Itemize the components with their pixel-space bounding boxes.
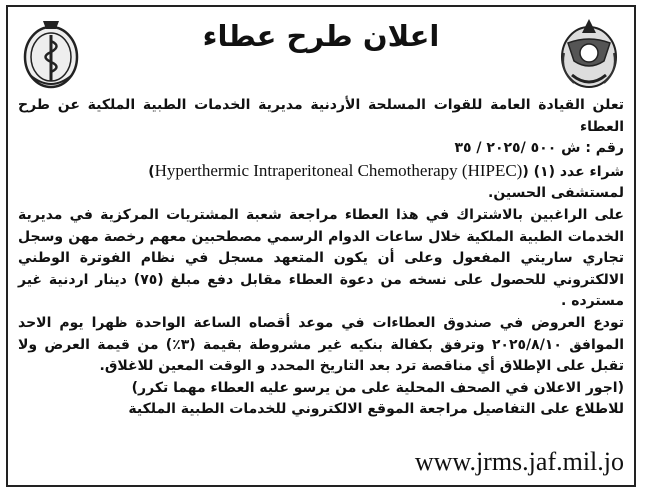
hospital-line: لمستشفى الحسين. [488,185,624,202]
subject-arabic: شراء عدد (١) [533,163,624,180]
submission-paragraph: تودع العروض في صندوق العطاءات في موعد أقصاه الساعة الواحدة ظهرا يوم الاحد الموافق ٢٠٢٥/٨/١٠ وترفق بكفالة بنكيه غير مشروطة بقيمة (٣٪) من قيمة العرض ولا تقبل على الإطلاق أي مناقصة ترد بعد التاريخ المحدد و الوقت المعين للاغلاق. [18,314,624,375]
tender-reference: رقم : ش ٥٠٠ /٢٠٢٥ / ٣٥ [454,140,624,157]
tender-subject: شراء عدد (١) (Hyperthermic Intraperitoneal Chemotherapy (HIPEC)) [148,160,624,180]
ad-fees-note: (اجور الاعلان في الصحف المحلية على من يرسو عليه العطاء مهما تكرر) [131,379,624,396]
website-link[interactable]: www.jrms.jaf.mil.jo [414,447,624,476]
ad-title: اعلان طرح عطاء [202,19,440,53]
ad-body [18,95,624,421]
subject-english: Hyperthermic Intraperitoneal Chemotherapy (HIPEC) [154,160,523,180]
intro-paragraph: تعلن القيادة العامة للقوات المسلحة الأردنية مديرية الخدمات الطبية الملكية عن طرح العطاء [18,97,624,135]
website-reference: للاطلاع على التفاصيل مراجعة الموقع الالكتروني للخدمات الطبية الملكية [128,401,624,418]
participation-paragraph: على الراغبين بالاشتراك في هذا العطاء مراجعة شعبة المشتريات المركزية في مديرية الخدمات الطبية الملكية خلال ساعات الدوام الرسمي مصطحبين معهم رخصة مهن وسجل تجاري ساريتي المفعول وعلى أن يكون المتعهد مسجل في نظام الفوترة الوطني الالكتروني للحصول على نسخه من دعوة العطاء مقابل دفع مبلغ (٧٥) دينار اردنية غير مسترده . [18,206,624,310]
advertisement-frame [6,5,636,487]
